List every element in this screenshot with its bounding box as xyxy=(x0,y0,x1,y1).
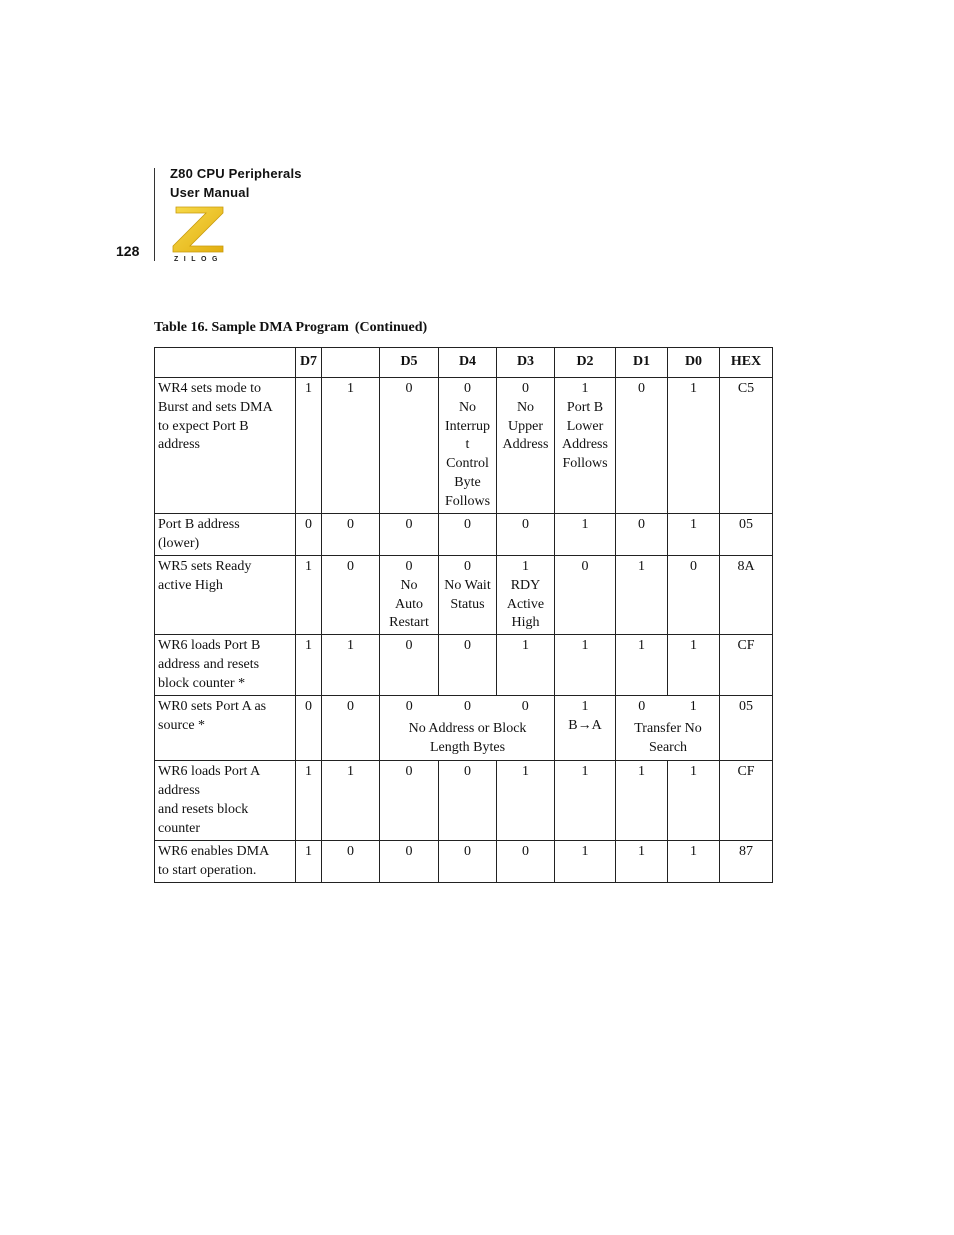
table-caption-title: Table 16. Sample DMA Program xyxy=(154,320,349,335)
bit-d2: 1 B→A xyxy=(555,696,616,761)
bit-d4: 0 xyxy=(439,514,497,556)
bit-d2: 1 xyxy=(555,514,616,556)
bit-d5: 0 xyxy=(380,378,439,514)
bit-d6: 1 xyxy=(322,378,380,514)
table-row xyxy=(155,696,773,761)
bit-d5: 0 No Auto Restart xyxy=(380,556,439,635)
hex-value: C5 xyxy=(720,378,773,514)
hex-value: 8A xyxy=(720,556,773,635)
bit-d7: 1 xyxy=(296,761,322,841)
col-header-d1: D1 xyxy=(616,348,668,378)
page-number: 128 xyxy=(116,243,140,259)
bit-d4: 0 xyxy=(439,635,497,696)
table-row xyxy=(155,841,773,883)
col-header-d6 xyxy=(322,348,380,378)
row-description: WR6 loads Port A address and resets block counter xyxy=(155,761,296,841)
bit-d4: 0 No Wait Status xyxy=(439,556,497,635)
hex-value: CF xyxy=(720,635,773,696)
row-description: WR6 enables DMA to start operation. xyxy=(155,841,296,883)
logo-z-shape xyxy=(173,207,223,252)
bit-d2: 1 xyxy=(555,635,616,696)
table-row xyxy=(155,635,773,696)
bit-d3: 0 xyxy=(497,696,555,761)
bit-d7: 1 xyxy=(296,841,322,883)
bit-d2: 0 xyxy=(555,556,616,635)
table-row xyxy=(155,761,773,841)
row-description: WR6 loads Port B address and resets block counter * xyxy=(155,635,296,696)
bit-d0: 1 xyxy=(668,841,720,883)
col-header-d2: D2 xyxy=(555,348,616,378)
col-header-d0: D0 xyxy=(668,348,720,378)
row-description: WR5 sets Ready active High xyxy=(155,556,296,635)
col-header-d5: D5 xyxy=(380,348,439,378)
bit-d3: 0 No Upper Address xyxy=(497,378,555,514)
bit-d0: 1 xyxy=(668,696,720,761)
hex-value: 05 xyxy=(720,696,773,761)
col-header-hex: HEX xyxy=(720,348,773,378)
bit-d0: 0 xyxy=(668,556,720,635)
hex-value: 05 xyxy=(720,514,773,556)
bit-d7: 1 xyxy=(296,635,322,696)
bit-d1: 0 xyxy=(616,378,668,514)
bit-d6: 0 xyxy=(322,841,380,883)
col-header-description xyxy=(155,348,296,378)
bit-d1: 1 xyxy=(616,635,668,696)
bit-d0: 1 xyxy=(668,514,720,556)
bit-d4: 0 xyxy=(439,841,497,883)
col-header-d7: D7 xyxy=(296,348,322,378)
table-row xyxy=(155,378,773,514)
bit-d5: 0 xyxy=(380,841,439,883)
bit-d7: 1 xyxy=(296,378,322,514)
bit-d4: 0 xyxy=(439,761,497,841)
bit-d1: 1 xyxy=(616,556,668,635)
bit-d5: 0 xyxy=(380,635,439,696)
bit-d3: 1 xyxy=(497,761,555,841)
bit-d1: 0 Transfer No Search xyxy=(616,696,668,761)
row-description: Port B address (lower) xyxy=(155,514,296,556)
manual-subtitle: User Manual xyxy=(170,185,250,200)
bit-d2: 1 xyxy=(555,841,616,883)
bit-d6: 1 xyxy=(322,635,380,696)
bit-d3: 1 xyxy=(497,635,555,696)
bit-d1: 0 xyxy=(616,514,668,556)
bit-d3: 0 xyxy=(497,841,555,883)
bit-d2: 1 xyxy=(555,761,616,841)
bit-d1: 1 xyxy=(616,841,668,883)
bit-d6: 0 xyxy=(322,696,380,761)
bit-d3: 1 RDY Active High xyxy=(497,556,555,635)
bit-d6: 0 xyxy=(322,556,380,635)
logo-wordmark: ZILOG xyxy=(174,256,223,262)
bit-d0: 1 xyxy=(668,635,720,696)
bit-d5: 0 No Address or Block Length Bytes xyxy=(380,696,439,761)
table-row xyxy=(155,514,773,556)
table-caption xyxy=(154,320,427,336)
row-description: WR0 sets Port A as source * xyxy=(155,696,296,761)
bit-d3: 0 xyxy=(497,514,555,556)
manual-title: Z80 CPU Peripherals xyxy=(170,166,302,181)
bit-d6: 1 xyxy=(322,761,380,841)
zilog-logo xyxy=(168,204,228,262)
col-header-d3: D3 xyxy=(497,348,555,378)
bit-d5: 0 xyxy=(380,514,439,556)
row-description: WR4 sets mode to Burst and sets DMA to expect Port B address xyxy=(155,378,296,514)
table-row xyxy=(155,556,773,635)
bit-d7: 0 xyxy=(296,514,322,556)
bit-d6: 0 xyxy=(322,514,380,556)
bit-d1: 1 xyxy=(616,761,668,841)
col-header-d4: D4 xyxy=(439,348,497,378)
hex-value: 87 xyxy=(720,841,773,883)
table-caption-suffix: (Continued) xyxy=(354,320,428,335)
bit-d5: 0 xyxy=(380,761,439,841)
transfer-mode-note: Transfer No Search xyxy=(634,721,702,755)
hex-value: CF xyxy=(720,761,773,841)
bit-d0: 1 xyxy=(668,378,720,514)
bit-d0: 1 xyxy=(668,761,720,841)
bit-d7: 1 xyxy=(296,556,322,635)
bit-d2: 1 Port B Lower Address Follows xyxy=(555,378,616,514)
bit-d4: 0 xyxy=(439,696,497,761)
table-header-row xyxy=(155,348,773,378)
dma-program-table xyxy=(154,347,773,883)
bit-d7: 0 xyxy=(296,696,322,761)
bit-d4: 0 No Interrup t Control Byte Follows xyxy=(439,378,497,514)
header-vertical-rule xyxy=(154,168,155,261)
no-address-note: No Address or Block Length Bytes xyxy=(408,721,527,755)
